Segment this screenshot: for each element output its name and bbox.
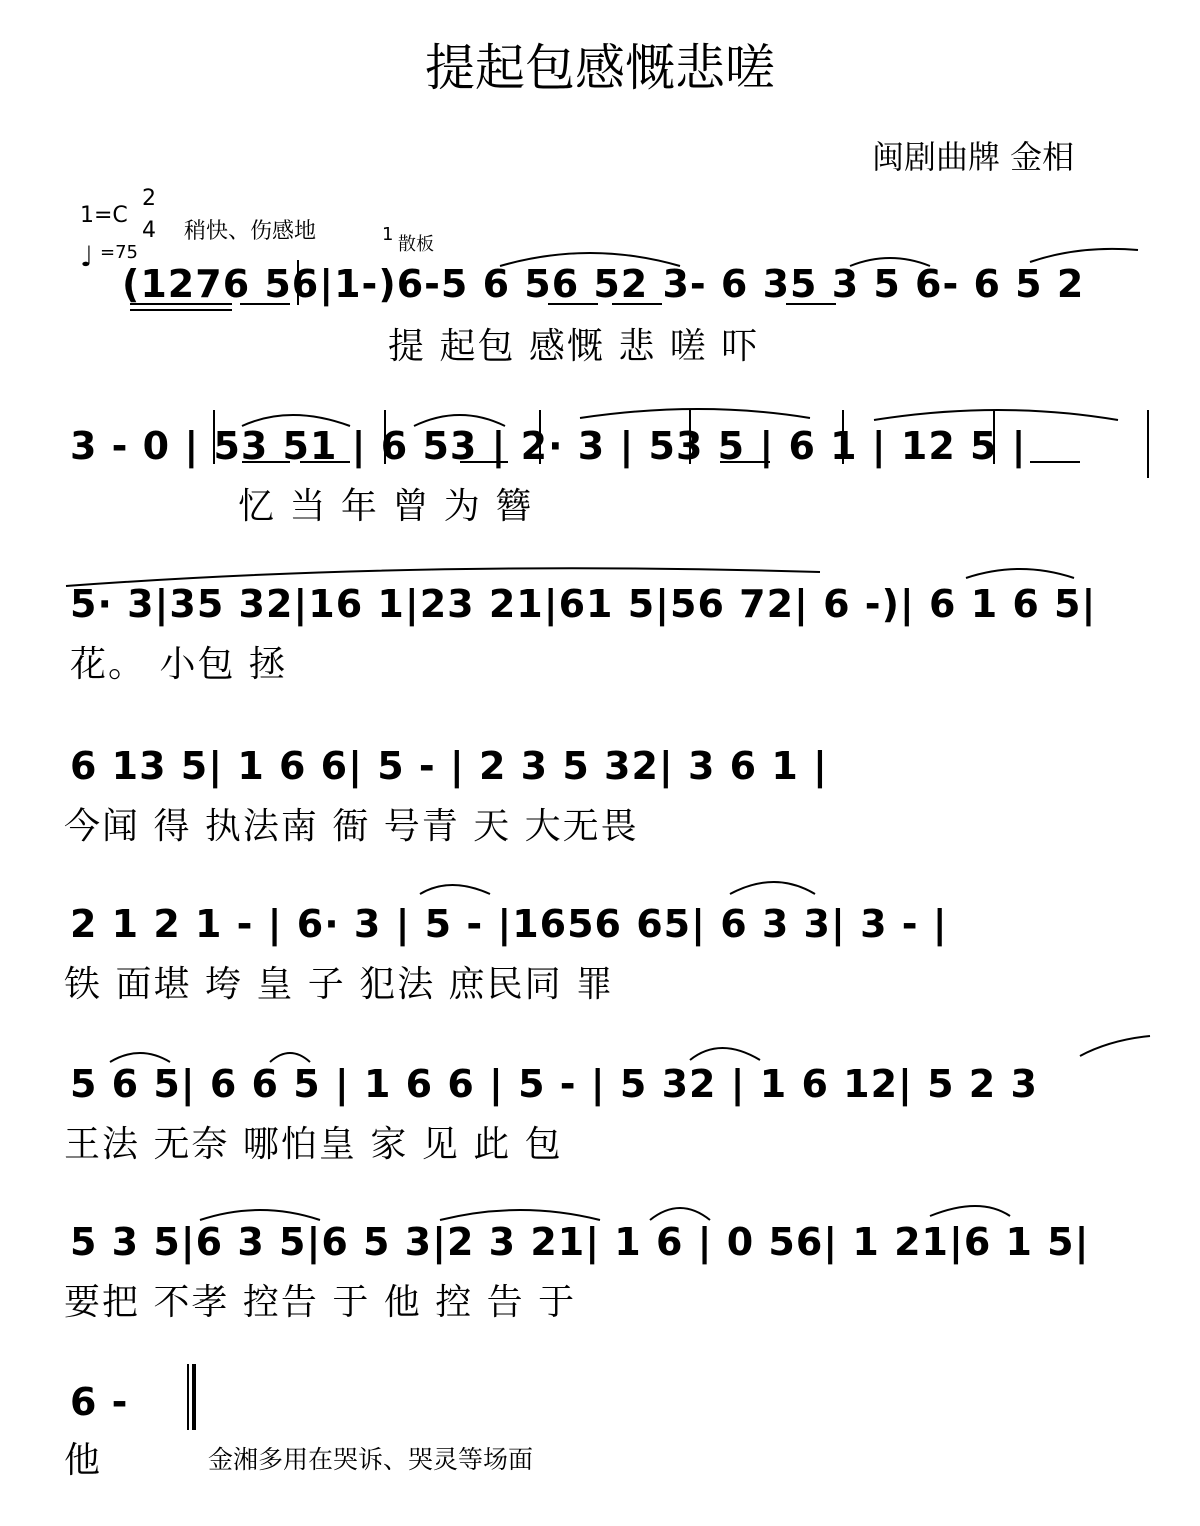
lyrics-row-6: 王法 无奈 哪怕皇 家 见 此 包 — [64, 1124, 563, 1165]
lyrics-row-2: 忆 当 年 曾 为 簪 — [238, 486, 534, 527]
lyrics-row-3: 花。 小包 拯 — [70, 644, 287, 685]
notation-row-6: 5 6 5| 6 6 5 | 1 6 6 | 5 - | 5 32 | 1 6 12| 5 2 3 — [70, 1062, 1038, 1106]
notation-row-2: 3 - 0 | 53 51 | 6 53 | 2· 3 | 53 5 | 6 1 | 12 5 | — [70, 424, 1027, 468]
notation-row-1: (1276 56|1-)6-5 6 56 52 3- 6 35 3 5 6- 6 5 2 — [122, 262, 1085, 306]
lyrics-row-8: 他 — [64, 1440, 103, 1481]
notation-row-7: 5 3 5|6 3 5|6 5 3|2 3 21| 1 6 | 0 56| 1 21|6 1 5| — [70, 1220, 1090, 1264]
footnote: 金湘多用在哭诉、哭灵等场面 — [208, 1445, 534, 1474]
grace-note-mark: 1 — [382, 224, 394, 245]
time-signature-denominator: 4 — [142, 218, 156, 243]
quarter-note-icon: ♩ — [80, 240, 94, 273]
key-signature: 1=C — [80, 203, 128, 228]
tempo-marking: =75 — [100, 242, 138, 263]
song-title: 提起包感慨悲嗟 — [425, 39, 775, 97]
time-signature-numerator: 2 — [142, 186, 156, 211]
notation-row-5: 2 1 2 1 - | 6· 3 | 5 - |1656 65| 6 3 3| 3 - | — [70, 902, 948, 946]
notation-row-4: 6 13 5| 1 6 6| 5 - | 2 3 5 32| 3 6 1 | — [70, 744, 828, 788]
lyrics-row-1: 提 起包 感慨 悲 嗟 吓 — [388, 326, 760, 367]
song-source: 闽剧曲牌 金相 — [872, 138, 1075, 176]
expression-marking: 稍快、伤感地 — [184, 219, 317, 244]
free-tempo-marking: 散板 — [398, 234, 434, 255]
notation-row-3: 5· 3|35 32|16 1|23 21|61 5|56 72| 6 -)| 6 1 6 5| — [70, 582, 1097, 626]
lyrics-row-5: 铁 面堪 垮 皇 子 犯法 庶民同 罪 — [64, 964, 615, 1005]
lyrics-row-4: 今闻 得 执法南 衙 号青 天 大无畏 — [64, 806, 639, 847]
lyrics-row-7: 要把 不孝 控告 于 他 控 告 于 — [64, 1282, 577, 1323]
notation-row-8: 6 - — [70, 1380, 129, 1424]
